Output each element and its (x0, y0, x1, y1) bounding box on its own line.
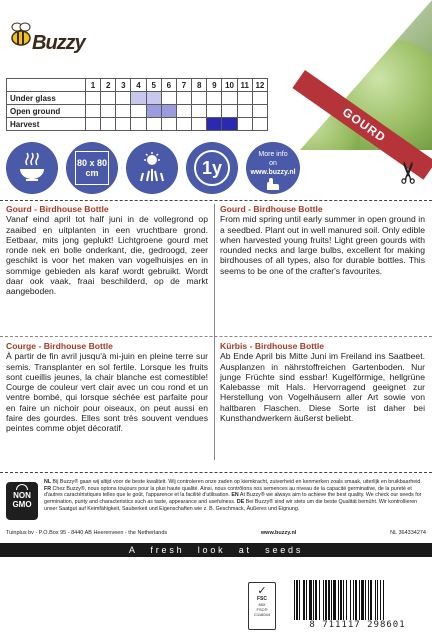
calendar-cell (252, 105, 267, 118)
fsc-code: FSC® C116044 (254, 607, 270, 617)
description-fr-body: À partir de fin avril jusqu'à mi-juin en pleine terre sur semis. Transplanter en sol fertile. Lorsque les fruits sont cueillis jeunes, la chair blanche est comestible! Courge de couleur vert clair avec un cou rond et un ventre bombé, qui lorsque séchée est parfaite pour en faire un nichoir pour oiseaux, on peut aussi en faire des gourdes. Elles sont très souvent vendues peintes comme objet décoratif. (6, 351, 208, 434)
barcode-bar (355, 580, 357, 622)
month-12: 12 (252, 79, 267, 92)
description-nl-body: Vanaf eind april tot half juni in de vollegrond op zaaibed en uitplanten in een vruchtbare grond. Eetbaar, mits jong geplukt! Lichtgroene gourd met ronde nek en bolle onderkant, die, gedroogd, zeer geschikt is voor het maken van vogelhuisjes en in sommige gebieden als karaf wordt gebruikt. Wordt daar ook vaak, fraai beschilderd, op de markt aangeboden. (6, 214, 208, 297)
description-fr (6, 341, 208, 434)
calendar-cell (85, 92, 100, 105)
section-divider (0, 336, 432, 337)
calendar-cell (116, 118, 131, 131)
non-gmo-badge (6, 482, 38, 520)
month-8: 8 (192, 79, 207, 92)
barcode-bar (368, 580, 369, 622)
quality-de-tag: DE (236, 499, 245, 506)
calendar-cell (146, 118, 161, 131)
calendar-cell-active (222, 118, 237, 131)
month-4: 4 (131, 79, 146, 92)
description-nl (6, 204, 208, 297)
footer-url[interactable]: www.buzzy.nl (260, 530, 297, 536)
spacing-icon (66, 142, 118, 194)
lifecycle-label: 1y (194, 150, 230, 186)
quality-fr: Chez Buzzy®, nous optons toujours pour la plus haute qualité. Ainsi, nous contrôlons nos semences au niveau de la capacité germinative, de la pureté et d'autres caractéristiques telles que le goût, l'apparence et la facilité d'utilisation. (44, 485, 412, 499)
month-3: 3 (116, 79, 131, 92)
barcode-bar (377, 580, 378, 622)
calendar-cell-active (131, 92, 146, 105)
barcode-bar (325, 580, 327, 622)
quality-nl-tag: NL (44, 479, 52, 485)
barcode-bar (319, 580, 320, 622)
barcode-bar (333, 580, 336, 622)
description-en-title: Gourd - Birdhouse Bottle (220, 204, 323, 214)
barcode-bar (323, 580, 324, 622)
calendar-cell (116, 92, 131, 105)
calendar-row-open-ground (7, 105, 268, 118)
description-nl-title: Gourd - Birdhouse Bottle (6, 204, 109, 214)
month-6: 6 (161, 79, 176, 92)
barcode-bar (313, 580, 314, 622)
calendar-cell (176, 118, 191, 131)
description-en-body: From mid spring until early summer in open ground in a seedbed. Plant out in well manured soil. Only edible when harvested young fruits! Light green gourds with rounded necks and large bulbs, excellent for making birdhouses of all types, also for durable bottles. This seems to be one of the crafter's favourites. (220, 214, 425, 276)
barcode-bar (350, 580, 351, 622)
calendar-cell (101, 92, 116, 105)
calendar-cell (161, 118, 176, 131)
more-info-text: More info (258, 151, 288, 158)
calendar-row-harvest (7, 118, 268, 131)
care-icons (6, 142, 306, 197)
barcode-bar (331, 580, 332, 622)
barcode-bar (353, 580, 354, 622)
barcode-number: 8 711117 298601 (290, 620, 425, 630)
quality-nl: Bij Buzzy® gaan wij altijd voor de beste kwaliteit. Wij controleren onze zaden op kiemkracht, zuiverheid en kenmerken zoals smaak, uiterlijk en bruikbaarheid. (52, 479, 422, 485)
calendar-cell-active (161, 105, 176, 118)
calendar-cell-active (146, 105, 161, 118)
calendar-cell-active (207, 118, 222, 131)
barcode-bar (294, 580, 295, 622)
calendar-cell (207, 105, 222, 118)
calendar-cell (252, 118, 267, 131)
description-fr-title: Courge - Birdhouse Bottle (6, 341, 113, 351)
barcode-bar (338, 580, 339, 622)
barcode-bar (380, 580, 381, 622)
calendar-cell (237, 118, 252, 131)
calendar-row-under-glass (7, 92, 268, 105)
fsc-logo (248, 582, 276, 630)
calendar-cell (237, 105, 252, 118)
sowing-calendar (6, 78, 268, 131)
logo-wordmark: Buzzy (32, 32, 85, 54)
barcode-bar (296, 580, 298, 622)
row-label: Under glass (7, 92, 86, 105)
ean-barcode (290, 580, 425, 630)
quality-en-tag: EN (231, 492, 239, 499)
footer-address-row (6, 530, 426, 536)
calendar-cell (131, 118, 146, 131)
fsc-mix: MIX (258, 602, 266, 607)
pointer-hand-icon (263, 178, 283, 192)
calendar-cell (192, 92, 207, 105)
barcode-bar (340, 580, 342, 622)
description-en (220, 204, 425, 276)
calendar-cell (222, 92, 237, 105)
calendar-cell (237, 92, 252, 105)
month-11: 11 (237, 79, 252, 92)
barcode-bar (365, 580, 366, 622)
calendar-cell (85, 105, 100, 118)
calendar-cell (161, 92, 176, 105)
more-info-link[interactable] (246, 142, 300, 194)
barcode-bar (370, 580, 372, 622)
month-5: 5 (146, 79, 161, 92)
calendar-cell-active (146, 92, 161, 105)
row-label: Harvest (7, 118, 86, 131)
quality-en: At Buzzy® we always aim to achieve the best quality. We check our seeds for germination, purity and characteristics such as taste, appearance and usefulness. (44, 492, 422, 506)
non-gmo-line1: NON (13, 491, 31, 500)
calendar-cell (131, 105, 146, 118)
calendar-cell (192, 105, 207, 118)
quality-de: Bei Buzzy® sind wir stets um die beste Qualität bemüht. Wir kontrollieren unser Saatgut auf Keimfähigkeit, Sauberkeit und Eigenschaften wie z. B. Geschmack, Äußeres und Eignung. (44, 499, 418, 512)
month-9: 9 (207, 79, 222, 92)
calendar-cell (222, 105, 237, 118)
lifecycle-icon (186, 142, 238, 194)
scissors-icon: ✂ (393, 159, 427, 186)
calendar-cell (101, 118, 116, 131)
calendar-cell (207, 92, 222, 105)
more-info-on: on (269, 160, 277, 167)
barcode-bars (290, 580, 425, 622)
column-divider (214, 204, 215, 460)
calendar-cell (176, 105, 191, 118)
barcode-bar (343, 580, 344, 622)
variety-band: GOURD (292, 70, 432, 180)
cut-line-top (0, 200, 432, 201)
non-gmo-line2: GMO (12, 500, 32, 509)
quality-fr-tag: FR (44, 485, 52, 492)
barcode-bar (299, 580, 300, 622)
edible-bowl-icon (6, 142, 58, 194)
barcode-bar (328, 580, 330, 622)
calendar-cell (116, 105, 131, 118)
barcode-bar (359, 580, 360, 622)
barcode-bar (383, 580, 384, 622)
article-number: NL 364334274 (390, 530, 426, 536)
barcode-bar (375, 580, 376, 622)
barcode-bar (306, 580, 307, 622)
calendar-cell (192, 118, 207, 131)
quality-notice (44, 479, 428, 513)
company-address: Tuinplus bv - P.O.Box 95 - 8440 AB Heerenveen - the Netherlands (6, 530, 168, 536)
barcode-bar (303, 580, 305, 622)
spacing-label: 80 x 80 cm (76, 158, 108, 178)
calendar-header-row (7, 79, 268, 92)
more-info-url: www.buzzy.nl (250, 169, 296, 176)
month-2: 2 (101, 79, 116, 92)
tagline-bar: A fresh look at seeds (0, 543, 432, 557)
barcode-bar (315, 580, 317, 622)
fsc-tree-icon: ✓ (257, 585, 267, 597)
calendar-cell (176, 92, 191, 105)
non-gmo-arc-icon (16, 484, 28, 490)
calendar-corner (7, 79, 86, 92)
calendar-cell (85, 118, 100, 131)
fsc-label: FSC (257, 596, 267, 602)
calendar-cell (101, 105, 116, 118)
month-7: 7 (176, 79, 191, 92)
brand-logo (6, 12, 85, 56)
calendar-cell (252, 92, 267, 105)
barcode-bar (309, 580, 312, 622)
row-label: Open ground (7, 105, 86, 118)
barcode-bar (361, 580, 364, 622)
description-de-body: Ab Ende April bis Mitte Juni im Freiland ins Saatbeet. Ausplanzen in nährstoffreichen Gartenboden. Nur junge Früchte sind essbar! Kugelförmige, hellgrüne Kalebasse mit Hals. Hervorragend geeignet zur Herstellung von Vogelhäusern aller Art sowie von haltbaren Flaschen. Diese Sorte ist daher bei Kunsthandwerkern äußerst beliebt. (220, 351, 425, 424)
sun-plant-icon (126, 142, 178, 194)
month-1: 1 (85, 79, 100, 92)
barcode-bar (346, 580, 347, 622)
description-de (220, 341, 425, 423)
cut-line-bottom (0, 472, 432, 473)
description-de-title: Kürbis - Birdhouse Bottle (220, 341, 325, 351)
month-10: 10 (222, 79, 237, 92)
